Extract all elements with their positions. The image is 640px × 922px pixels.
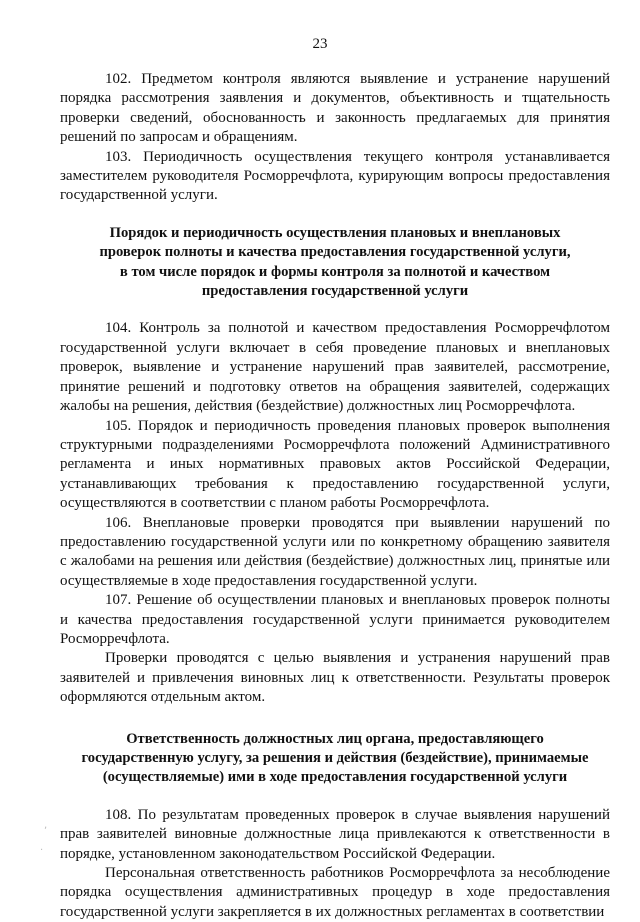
heading-line: Ответственность должностных лиц органа, предоставляющего [126, 730, 544, 747]
paragraph-106: 106. Внеплановые проверки проводятся при выявлении нарушений по предоставлению государственной услуги или по конкретному обращению заявителя с жалобами на решения или действия (бездействие) должностных лиц, принятые или осуществляемые в ходе предоставления государственной услуги. [60, 514, 610, 589]
paragraph-103: 103. Периодичность осуществления текущего контроля устанавливается заместителем руководителя Росморречфлота, курирующим вопросы предоставления государственной услуги. [60, 148, 610, 204]
heading-line: проверок полноты и качества предоставления государственной услуги, [99, 244, 571, 261]
heading-line: предоставления государственной услуги [201, 283, 469, 300]
section-heading-control-procedure [60, 224, 610, 302]
heading-line: государственную услугу, за решения и действия (бездействие), принимаемые [81, 750, 589, 766]
paragraph-104: 104. Контроль за полнотой и качеством предоставления Росморречфлотом государственной услуги включает в себя проведение плановых и внеплановых проверок, выявление и устранение нарушений прав заявителей, рассмотрение, принятие решений и подготовку ответов на обращения заявителей, содержащих жалобы на решения, действия (бездействие) должностных лиц Росморречфлота. [60, 320, 610, 415]
paragraph-107: 107. Решение об осуществлении плановых и внеплановых проверок полноты и качества предоставления государственной услуги принимается руководителем Росморречфлота. [60, 592, 610, 647]
page-number: 23 [312, 36, 328, 52]
paragraph-105: 105. Порядок и периодичность проведения плановых проверок выполнения структурными подразделениями Росморречфлота положений Административного регламента и иных нормативных правовых актов Российской Федерации, устанавливающих требования к предоставлению государственной услуги, осуществляются в соответствии с планом работы Росморречфлота. [60, 417, 610, 512]
document-body [60, 70, 610, 922]
scan-artifact-mark: , [44, 820, 48, 831]
paragraph-102: 102. Предметом контроля являются выявление и устранение нарушений порядка рассмотрения заявления и документов, объективность и тщательность проверки сведений, обоснованность и законность предлагаемых для принятия решений по запросам и обращениям. [60, 71, 610, 146]
heading-line: (осуществляемые) ими в ходе предоставления государственной услуги [102, 769, 568, 786]
paragraph-personal-responsibility: Персональная ответственность работников Росморречфлота за несоблюдение порядка осуществления административных процедур в ходе предоставления государственной услуги закрепляется в их должностных регламентах в соответствии [60, 865, 610, 920]
scan-artifact-mark: · [40, 845, 44, 856]
heading-line: Порядок и периодичность осуществления плановых и внеплановых [109, 224, 561, 241]
paragraph-108: 108. По результатам проведенных проверок в случае выявления нарушений прав заявителей виновные должностные лица привлекаются к ответственности в порядке, установленном законодательством Российской Федерации. [60, 806, 610, 862]
paragraph-inspections: Проверки проводятся с целью выявления и устранения нарушений прав заявителей и привлечения виновных лиц к ответственности. Результаты проверок оформляются отдельным актом. [60, 650, 610, 706]
section-heading-responsibility [60, 730, 610, 788]
heading-line: в том числе порядок и формы контроля за полнотой и качеством [119, 263, 551, 280]
